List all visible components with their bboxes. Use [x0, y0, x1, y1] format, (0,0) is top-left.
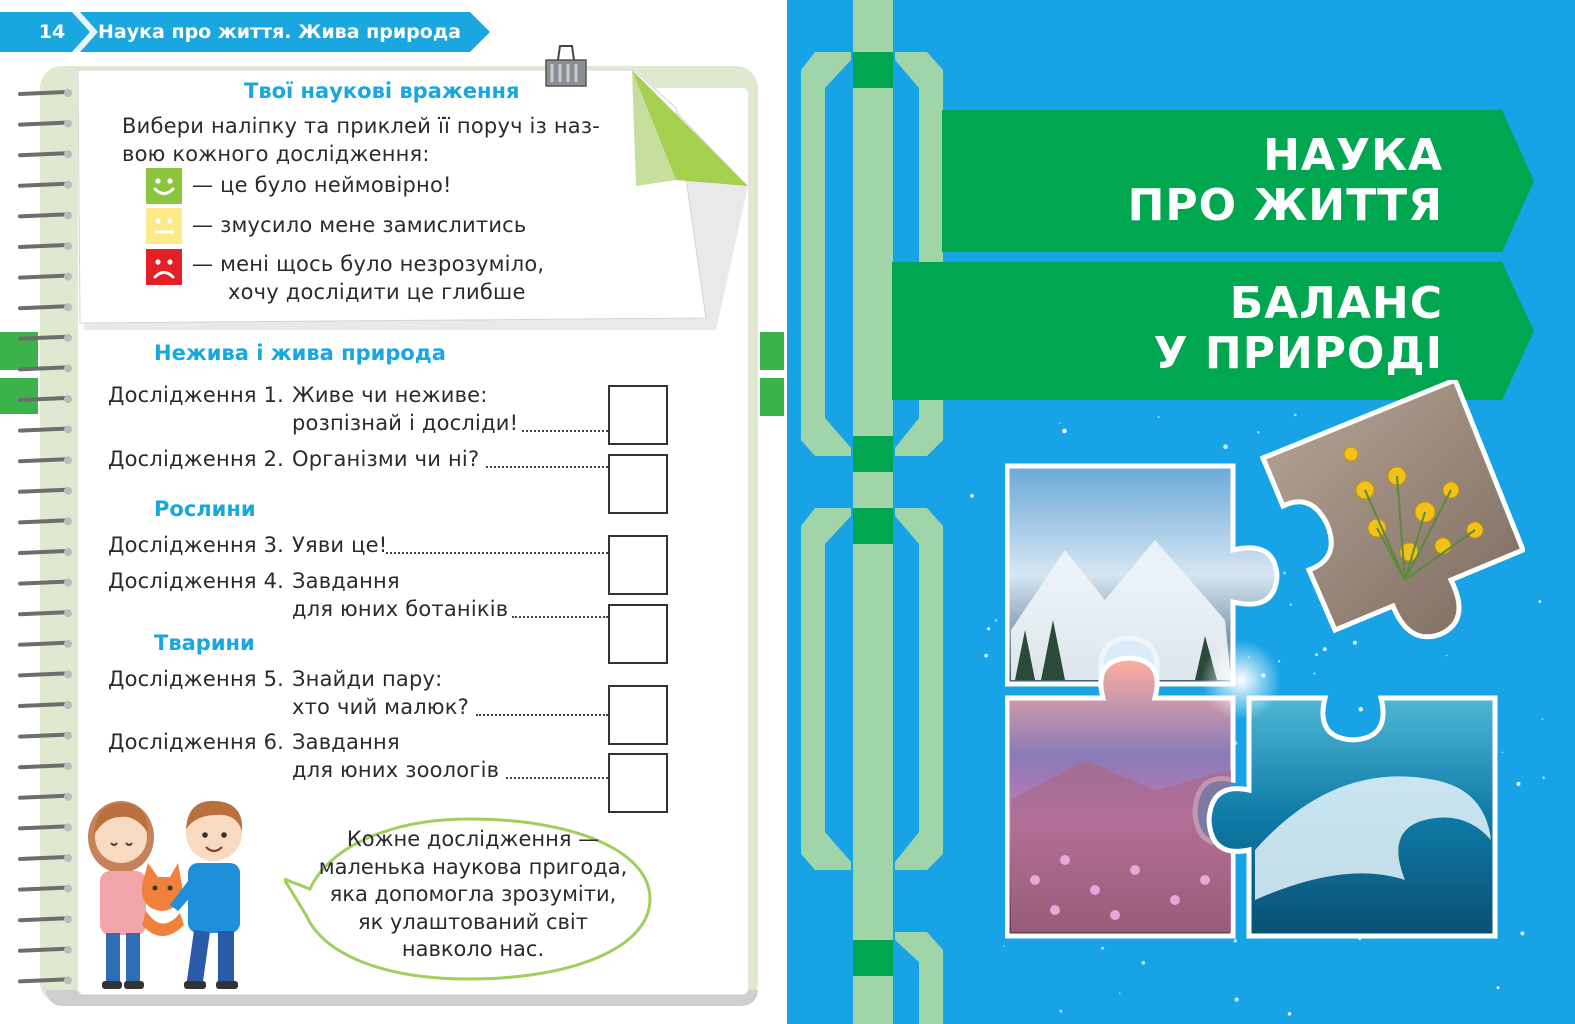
sticker-box-6[interactable] — [608, 753, 668, 813]
section-heading-1: Нежива і жива природа — [154, 341, 446, 365]
study-5-label: Дослідження 5. — [108, 667, 285, 691]
sticker-box-3[interactable] — [608, 535, 668, 595]
study-5-line2: хто чий малюк? — [292, 695, 470, 719]
bubble-line: як улаштований світ — [358, 909, 588, 934]
dotted-leader — [476, 714, 608, 716]
instruction-line-1: Вибери наліпку та приклей її поруч із наз- — [122, 114, 600, 138]
header-title: Наука про життя. Жива природа — [98, 21, 462, 43]
dotted-leader — [506, 777, 608, 779]
yellow-neutral-icon — [146, 208, 182, 244]
side-tab-right-1 — [760, 332, 784, 370]
study-4-line1: Завдання — [292, 569, 400, 593]
study-3-label: Дослідження 3. — [108, 533, 285, 557]
sticker-box-4[interactable] — [608, 604, 668, 664]
spiral-binding-icon — [14, 80, 84, 1000]
ocean-wave-photo — [1209, 698, 1495, 936]
study-2-line1: Організми чи ні? — [292, 447, 480, 471]
right-page-cover — [787, 0, 1575, 1024]
sticker-text-1: — це було неймовірно! — [192, 173, 452, 197]
binder-clip-icon — [542, 42, 590, 90]
left-page — [0, 0, 787, 1024]
side-tab-right-2 — [760, 378, 784, 416]
study-6-line2: для юних зоологів — [292, 758, 500, 782]
study-3-line1: Уяви це! — [292, 533, 388, 557]
bubble-line: навколо нас. — [401, 937, 545, 961]
dotted-leader — [522, 430, 608, 432]
instruction-line-2: вою кожного дослідження: — [122, 142, 430, 166]
impressions-title: Твої наукові враження — [244, 79, 520, 103]
meadow-photo — [1007, 658, 1233, 936]
study-4-line2: для юних ботаніків — [292, 597, 509, 621]
sticker-box-2[interactable] — [608, 454, 668, 514]
study-5-line1: Знайди пару: — [292, 667, 443, 691]
banner-2-line-2: У ПРИРОДІ — [1153, 328, 1443, 379]
study-1-line2: розпізнай і досліди! — [292, 411, 519, 435]
speech-bubble-text — [300, 826, 646, 964]
dotted-leader — [486, 466, 608, 468]
study-1-label: Дослідження 1. — [108, 383, 285, 407]
study-1-line1: Живе чи неживе: — [292, 383, 488, 407]
banner-1-line-2: ПРО ЖИТТЯ — [1127, 180, 1443, 231]
nature-puzzle-illustration — [1005, 380, 1525, 950]
section-heading-2: Рослини — [154, 497, 256, 521]
study-4-label: Дослідження 4. — [108, 569, 285, 593]
study-6-label: Дослідження 6. — [108, 730, 285, 754]
green-smile-icon — [146, 168, 182, 204]
dotted-leader — [512, 616, 608, 618]
study-2-label: Дослідження 2. — [108, 447, 285, 471]
children-with-cat-illustration — [76, 785, 276, 995]
sticker-text-2: — змусило мене замислитись — [192, 213, 527, 237]
banner-2-line-1: БАЛАНС — [1229, 278, 1443, 329]
dotted-leader — [386, 552, 608, 554]
bubble-line: маленька наукова пригода, — [318, 854, 628, 879]
study-6-line1: Завдання — [292, 730, 400, 754]
sticker-text-3b: хочу дослідити це глибше — [228, 280, 526, 304]
sticker-text-3: — мені щось було незрозуміло, — [192, 252, 545, 276]
bubble-line: яка допомогла зрозуміти, — [329, 882, 617, 906]
sticker-box-1[interactable] — [608, 385, 668, 445]
sparkle-icon — [1201, 640, 1281, 720]
ribbon-decoration — [787, 0, 957, 1024]
sticker-box-5[interactable] — [608, 685, 668, 745]
section-heading-3: Тварини — [154, 631, 255, 655]
bubble-line: Кожне дослідження — — [346, 827, 600, 851]
flowers-photo — [1263, 380, 1523, 637]
red-sad-icon — [146, 249, 182, 285]
banner-1-line-1: НАУКА — [1263, 130, 1443, 181]
page-number: 14 — [38, 21, 66, 43]
